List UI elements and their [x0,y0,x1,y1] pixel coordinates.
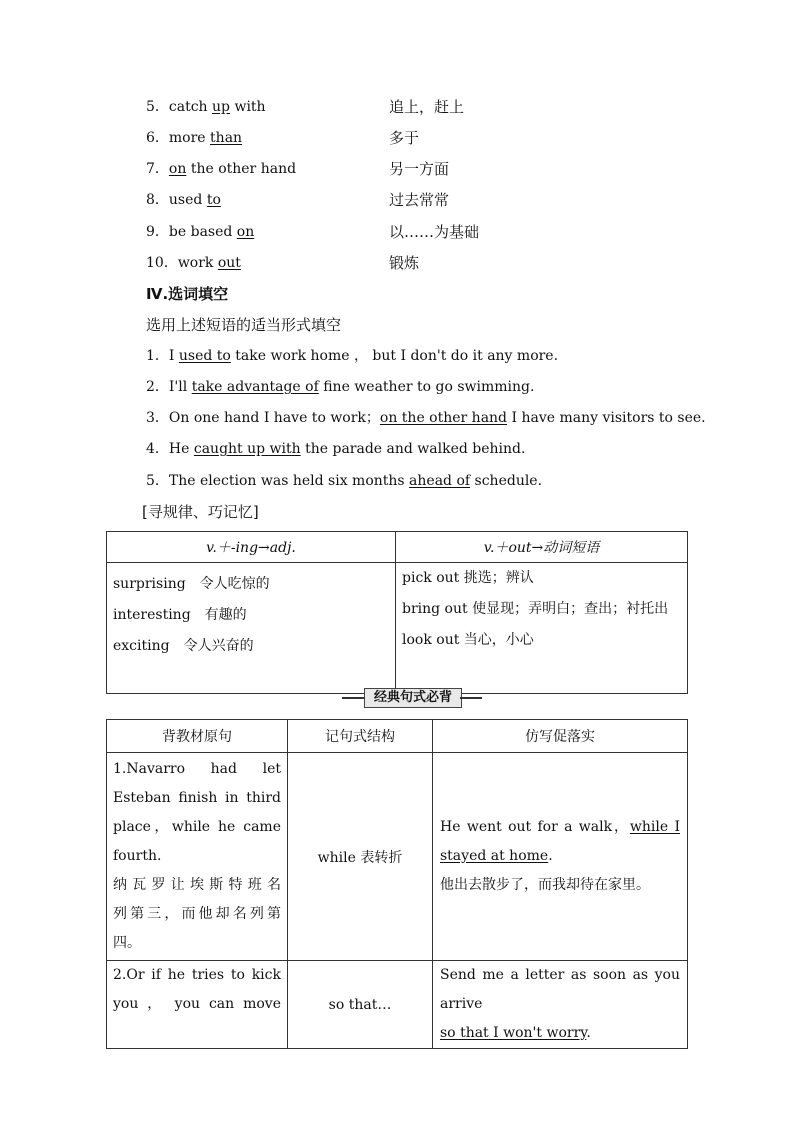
banner-line-left [342,697,364,699]
rule-cell-right [396,563,688,694]
vocab-item-6 [146,126,706,150]
fill-item-4: 4．He caught up with the parade and walked behind. [146,441,526,457]
sentence-line: you ， you can move [113,996,281,1012]
answer-text: used to [178,348,231,364]
practice-translation: 他出去散步了，而我却待在家里。 [440,877,650,893]
vocab-chinese: 多于 [389,129,420,147]
vocab-chinese: 锻炼 [389,254,420,272]
practice-line: Send me a letter as soon as you arrive [440,967,680,1012]
vocab-english: 5．catch up with [146,99,266,115]
vocab-chinese: 另一方面 [389,160,450,178]
answer-text: ahead of [409,473,471,489]
rule-cell-left [107,563,396,694]
rule-entry: pick out 挑选；辨认 [402,570,534,586]
section-title: Ⅳ.选词填空 [146,285,229,303]
vocab-english: 9．be based on [146,224,255,240]
fill-item-5: 5．The election was held six months ahead of schedule. [146,473,543,489]
banner-label: 经典句式必背 [364,688,462,708]
vocab-item-8 [146,188,706,212]
rule-entry: look out 当心，小心 [402,632,534,648]
original-sentence-2 [107,961,288,1049]
sentence-line: place，while he came [113,819,281,835]
rule-header-left: v.＋-ing→adj. [107,532,396,563]
practice-2 [433,961,688,1049]
answer-text: on the other hand [379,410,508,426]
vocab-chinese: 过去常常 [389,191,450,209]
sentence-line: fourth. [113,848,162,864]
fill-item-2: 2．I'll take advantage of fine weather to go swimming. [146,379,535,395]
fill-item-1: 1．I used to take work home ， but I don't do it any more. [146,348,559,364]
translation-line: 四。 [113,935,141,951]
structure-1: while 表转折 [288,753,433,961]
practice-line: He went out for a walk，while I [440,819,680,835]
rule-entry: exciting 令人兴奋的 [113,638,254,654]
answer-text: caught up with [193,441,301,457]
answer-text: take advantage of [191,379,319,395]
sentence-table [106,719,688,1049]
fill-item-3: 3．On one hand I have to work；on the other hand I have many visitors to see. [146,410,706,426]
rule-entry: surprising 令人吃惊的 [113,576,270,592]
vocab-english: 8．used to [146,192,221,208]
sentence-line: 2.Or if he tries to kick [113,967,281,983]
vocab-item-5 [146,95,706,119]
vocab-chinese: 追上，赶上 [389,98,465,116]
sentence-line: Esteban finish in third [113,790,281,806]
rule-table [106,531,688,694]
rule-title: [寻规律、巧记忆] [142,503,259,521]
banner-line-right [460,697,482,699]
section-banner [342,688,482,708]
practice-line: so that I won't worry. [440,1025,591,1041]
vocab-item-9 [146,220,706,244]
col-header-practice: 仿写促落实 [433,720,688,753]
col-header-structure: 记句式结构 [288,720,433,753]
translation-line: 纳瓦罗让埃斯特班名 [113,877,281,893]
rule-entry: interesting 有趣的 [113,607,247,623]
vocab-item-10 [146,251,706,275]
vocab-english: 10．work out [146,255,241,271]
vocab-item-7 [146,157,706,181]
translation-line: 列第三，而他却名列第 [113,906,281,922]
practice-line: stayed at home. [440,848,553,864]
rule-entry: bring out 使显现；弄明白；查出；衬托出 [402,601,669,617]
vocab-english: 6．more than [146,130,243,146]
rule-header-right: v.＋out→动词短语 [396,532,688,563]
section-instruction: 选用上述短语的适当形式填空 [146,316,342,334]
sentence-line: 1.Navarro had let [113,761,281,777]
original-sentence-1 [107,753,288,961]
structure-2: so that… [288,961,433,1049]
vocab-english: 7．on the other hand [146,161,297,177]
practice-1 [433,753,688,961]
vocab-chinese: 以……为基础 [389,223,480,241]
col-header-original: 背教材原句 [107,720,288,753]
